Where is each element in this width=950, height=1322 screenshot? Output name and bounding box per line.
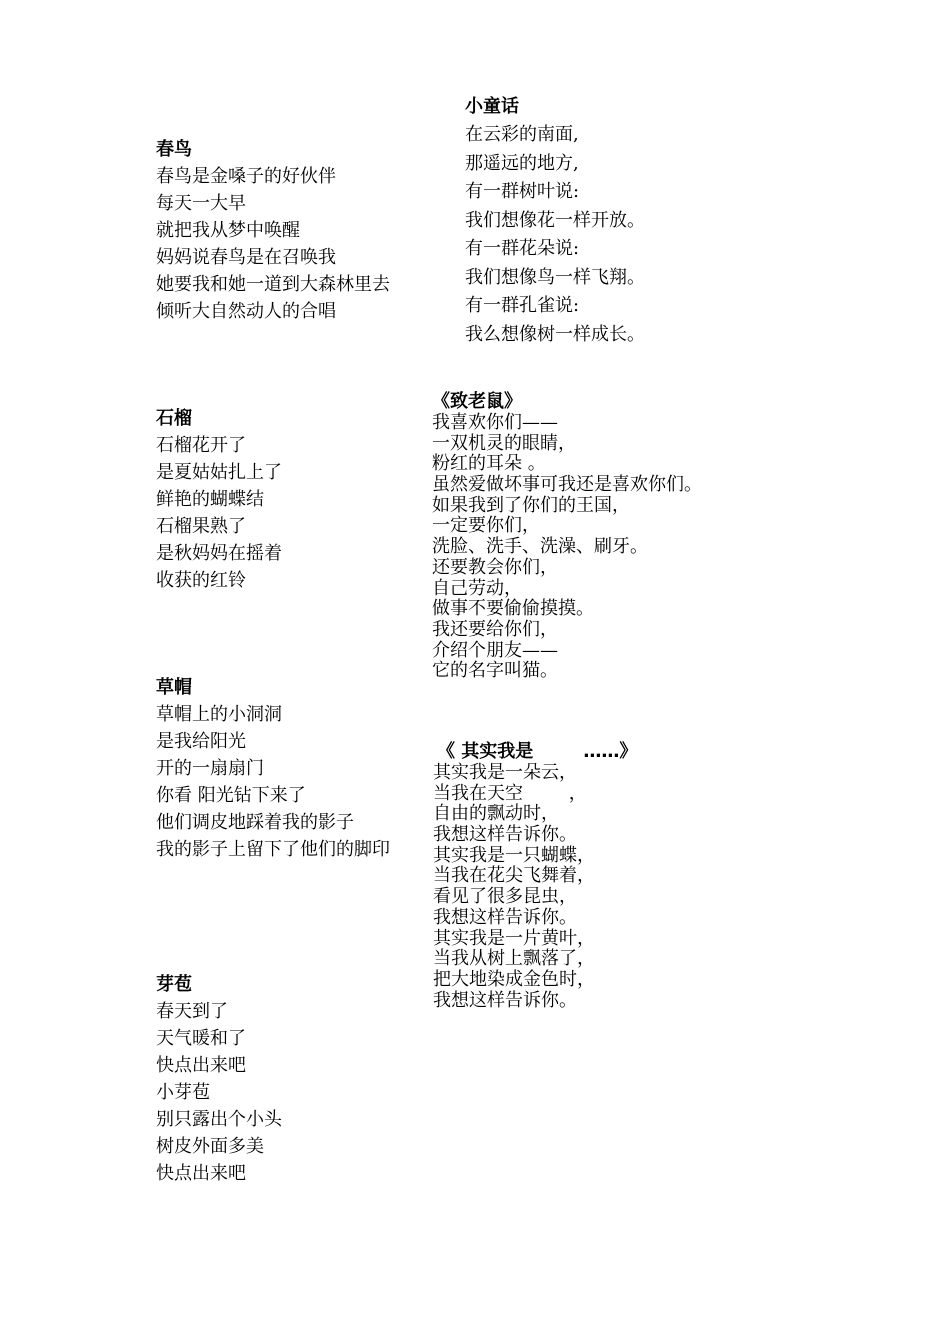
poem-line: 石榴果熟了 xyxy=(156,516,246,537)
poem-line: 每天一大早 xyxy=(156,193,246,214)
poem-line: 小芽苞 xyxy=(156,1082,210,1103)
poem-line: 我喜欢你们—— xyxy=(432,412,558,433)
poem-line: 她要我和她一道到大森林里去 xyxy=(156,274,390,295)
poem-line: 是我给阳光 xyxy=(156,731,246,752)
poem-line: 如果我到了你们的王国， xyxy=(432,494,630,516)
poem-line: 鲜艳的蝴蝶结 xyxy=(156,489,264,510)
poem-shiliu xyxy=(156,405,282,594)
poem-caomao xyxy=(156,674,420,863)
poem-line: 那遥远的地方, xyxy=(465,152,579,174)
poem-line: 倾听大自然动人的合唱 xyxy=(156,301,336,322)
poem-line: 有一群花朵说: xyxy=(465,238,580,259)
poem-line: 介绍个朋友—— xyxy=(432,639,558,661)
poem-line: 我想这样告诉你。 xyxy=(433,824,577,846)
poem-line: 当我从树上飘落了， xyxy=(433,948,595,970)
poem-title: 小童话 xyxy=(465,96,519,117)
poem-line: 我们想像花一样开放。 xyxy=(465,209,645,231)
poem-line: 我们想像鸟一样飞翔。 xyxy=(465,266,645,288)
poem-line: 草帽上的小洞洞 xyxy=(156,704,282,725)
poem-title: 芽苞 xyxy=(156,974,192,995)
poem-line: 自由的飘动时， xyxy=(433,803,559,825)
poem-line: 一双机灵的眼睛， xyxy=(432,432,576,454)
poem-line: 天气暖和了 xyxy=(156,1028,246,1049)
poem-line: 其实我是一片黄叶， xyxy=(433,927,595,949)
poem-line: 做事不要偷偷摸摸。 xyxy=(432,598,594,620)
poem-title: 《 其实我是 ……》 xyxy=(437,741,638,762)
poem-line: 开的一扇扇门 xyxy=(156,758,264,779)
poem-line: 快点出来吧 xyxy=(156,1163,246,1184)
poem-line: 它的名字叫猫。 xyxy=(432,660,558,682)
poem-line: 就把我从梦中唤醒 xyxy=(156,220,300,241)
poem-line: 妈妈说春鸟是在召唤我 xyxy=(156,247,336,268)
poem-line: 还要教会你们， xyxy=(432,556,558,578)
poem-line: 一定要你们， xyxy=(432,515,540,537)
poem-line: 我么想像树一样成长。 xyxy=(465,323,645,345)
poem-chunniao xyxy=(156,136,390,325)
poem-line: 我的影子上留下了他们的脚印 xyxy=(156,839,390,860)
poem-title: 《致老鼠》 xyxy=(432,391,522,412)
poem-line: 石榴花开了 xyxy=(156,435,246,456)
poem-line: 他们调皮地踩着我的影子 xyxy=(156,812,354,833)
poem-line: 有一群树叶说: xyxy=(465,181,580,202)
poem-line: 看见了很多昆虫， xyxy=(433,886,577,908)
poem-title: 春鸟 xyxy=(156,139,192,160)
poem-yabao xyxy=(156,971,282,1187)
poem-line: 虽然爱做坏事可我还是喜欢你们。 xyxy=(432,474,702,496)
poem-line: 洗脸、洗手、洗澡、刷牙。 xyxy=(432,536,648,558)
poem-xiaotonghua xyxy=(465,93,645,349)
poem-title: 草帽 xyxy=(156,677,192,698)
poem-line: 当我在天空 ， xyxy=(433,782,587,804)
poem-line: 别只露出个小头 xyxy=(156,1109,282,1130)
poem-line: 是夏姑姑扎上了 xyxy=(156,462,282,483)
poem-line: 其实我是一朵云， xyxy=(433,762,577,783)
poem-line: 我想这样告诉你。 xyxy=(433,989,577,1011)
poem-line: 其实我是一只蝴蝶， xyxy=(433,844,595,866)
poem-line: 春鸟是金嗓子的好伙伴 xyxy=(156,166,336,187)
poem-qishiwoshi xyxy=(433,741,638,1011)
poem-line: 粉红的耳朵 。 xyxy=(432,453,546,475)
poem-line: 是秋妈妈在摇着 xyxy=(156,543,282,564)
poem-line: 树皮外面多美 xyxy=(156,1136,264,1157)
poem-line: 有一群孔雀说: xyxy=(465,295,580,316)
poem-title: 石榴 xyxy=(156,408,192,429)
poem-line: 快点出来吧 xyxy=(156,1055,246,1076)
poem-line: 在云彩的南面, xyxy=(465,124,579,145)
poem-line: 收获的红铃 xyxy=(156,570,246,591)
poem-line: 把大地染成金色时， xyxy=(433,968,595,990)
poem-zhilaoshu xyxy=(432,391,702,682)
poem-line: 当我在花尖飞舞着， xyxy=(433,865,595,887)
poem-line: 我想这样告诉你。 xyxy=(433,906,577,928)
poem-line: 自己劳动， xyxy=(432,577,522,599)
poem-line: 我还要给你们， xyxy=(432,618,558,640)
poem-line: 春天到了 xyxy=(156,1001,228,1022)
poem-line: 你看 阳光钻下来了 xyxy=(156,785,306,806)
